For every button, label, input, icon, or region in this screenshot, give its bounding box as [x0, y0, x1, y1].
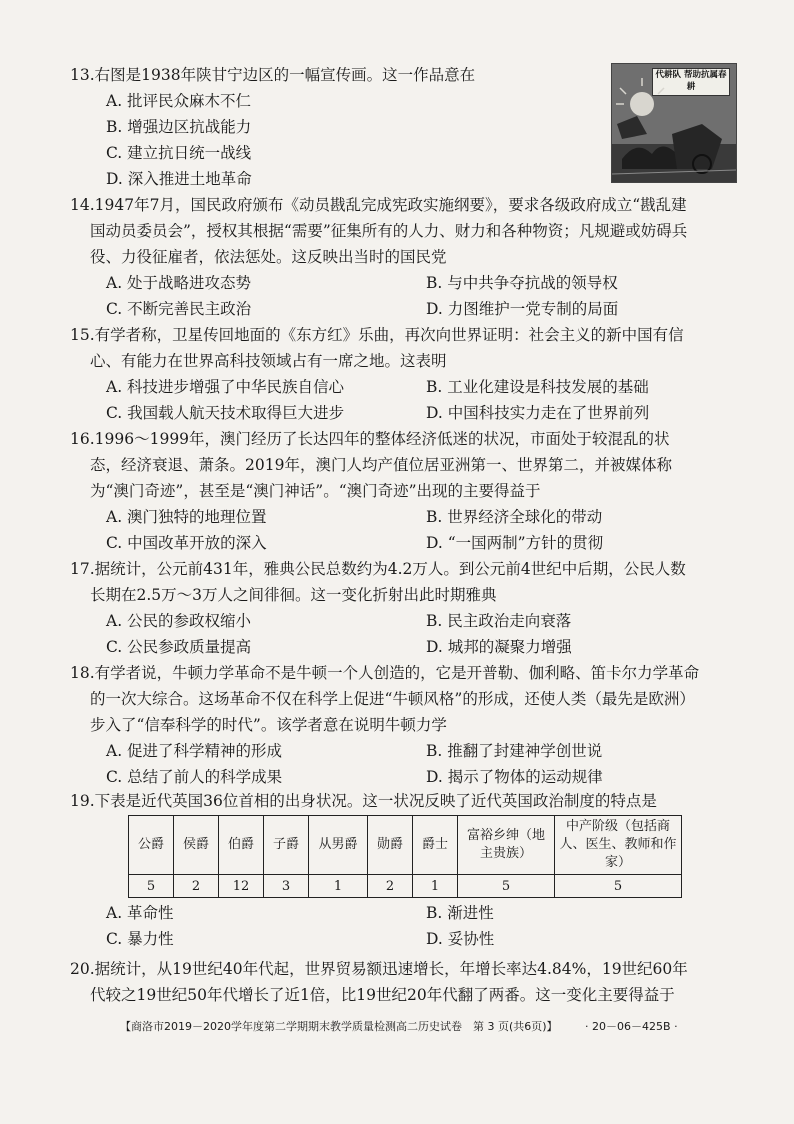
option-c: C. 建立抗日统一战线: [106, 144, 252, 162]
option-b: B. 渐进性: [426, 904, 494, 922]
table-value-cell: 2: [174, 875, 219, 898]
option-c: C. 暴力性: [106, 930, 174, 948]
option-b: B. 推翻了封建神学创世说: [426, 742, 603, 760]
table-value-cell: 2: [368, 875, 413, 898]
question-13: [70, 62, 590, 192]
prime-minister-origin-table: [128, 815, 682, 898]
option-b: B. 与中共争夺抗战的领导权: [426, 274, 618, 292]
table-header-cell: 公爵: [129, 816, 174, 875]
table-value-cell: 1: [413, 875, 458, 898]
option-b: B. 工业化建设是科技发展的基础: [426, 378, 649, 396]
table-value-cell: 3: [264, 875, 309, 898]
option-b: B. 增强边区抗战能力: [106, 118, 252, 136]
question-stem: 15.有学者称，卫星传回地面的《东方红》乐曲，再次向世界证明：社会主义的新中国有信心、有能力在世界高科技领域占有一席之地。这表明: [70, 326, 684, 370]
question-19-options: [70, 900, 700, 952]
table-header-cell: 富裕乡绅（地主贵族）: [458, 816, 555, 875]
option-b: B. 民主政治走向衰落: [426, 612, 572, 630]
option-a: A. 批评民众麻木不仁: [106, 92, 252, 110]
option-d: D. “一国两制”方针的贯彻: [426, 534, 604, 552]
table-value-cell: 5: [458, 875, 555, 898]
option-a: A. 处于战略进攻态势: [106, 274, 252, 292]
question-stem: 19.下表是近代英国36位首相的出身状况。这一状况反映了近代英国政治制度的特点是: [70, 792, 657, 810]
question-15: [70, 322, 700, 426]
option-d: D. 城邦的凝聚力增强: [426, 638, 572, 656]
question-20: [70, 956, 700, 1008]
page-footer: 【商洛市2019－2020学年度第二学期期末教学质量检测高二历史试卷 第 3 页(共6页)】 · 20－06－425B ·: [120, 1020, 678, 1033]
table-header-cell: 侯爵: [174, 816, 219, 875]
question-17: [70, 556, 700, 660]
propaganda-poster-image: [611, 63, 737, 183]
option-d: D. 力图维护一党专制的局面: [426, 300, 619, 318]
question-stem: 16.1996～1999年，澳门经历了长达四年的整体经济低迷的状况，市面处于较混乱的状态，经济衰退、萧条。2019年，澳门人均产值位居亚洲第一、世界第二，并被媒体称为“澳门奇迹”，甚至是“澳门神话”。“澳门奇迹”出现的主要得益于: [70, 430, 672, 500]
table-value-cell: 1: [309, 875, 368, 898]
option-d: D. 深入推进土地革命: [106, 170, 252, 188]
table-value-cell: 12: [219, 875, 264, 898]
option-d: D. 揭示了物体的运动规律: [426, 768, 603, 786]
option-a: A. 澳门独特的地理位置: [106, 508, 267, 526]
table-header-cell: 中产阶级（包括商人、医生、教师和作家）: [555, 816, 682, 875]
table-header-cell: 勋爵: [368, 816, 413, 875]
table-header-cell: 爵士: [413, 816, 458, 875]
question-14: [70, 192, 700, 322]
option-c: C. 总结了前人的科学成果: [106, 768, 283, 786]
option-d: D. 中国科技实力走在了世界前列: [426, 404, 650, 422]
option-c: C. 我国载人航天技术取得巨大进步: [106, 404, 345, 422]
option-a: A. 科技进步增强了中华民族自信心: [106, 378, 345, 396]
option-d: D. 妥协性: [426, 930, 495, 948]
option-c: C. 公民参政质量提高: [106, 638, 252, 656]
poster-illustration: [612, 64, 736, 182]
option-b: B. 世界经济全球化的带动: [426, 508, 603, 526]
question-18: [70, 660, 700, 790]
question-stem: 13.右图是1938年陕甘宁边区的一幅宣传画。这一作品意在: [70, 66, 476, 84]
question-stem: 18.有学者说，牛顿力学革命不是牛顿一个人创造的，它是开普勒、伽利略、笛卡尔力学革命的一次大综合。这场革命不仅在科学上促进“牛顿风格”的形成，还使人类（最先是欧洲）步入了“信奉科学的时代”。该学者意在说明牛顿力学: [70, 664, 700, 734]
table-header-cell: 子爵: [264, 816, 309, 875]
table-header-cell: 从男爵: [309, 816, 368, 875]
question-stem: 14.1947年7月，国民政府颁布《动员戡乱完成宪政实施纲要》，要求各级政府成立“戡乱建国动员委员会”，授权其根据“需要”征集所有的人力、财力和各种物资；凡规避或妨碍兵役、力役征雇者，依法惩处。这反映出当时的国民党: [70, 196, 688, 266]
table-value-cell: 5: [129, 875, 174, 898]
table-header-cell: 伯爵: [219, 816, 264, 875]
table-value-cell: 5: [555, 875, 682, 898]
option-c: C. 不断完善民主政治: [106, 300, 252, 318]
poster-caption: 代耕队 帮助抗属春耕: [652, 68, 730, 96]
option-a: A. 革命性: [106, 904, 174, 922]
question-19: [70, 788, 700, 814]
question-16: [70, 426, 700, 556]
question-stem: 20.据统计，从19世纪40年代起，世界贸易额迅速增长，年增长率达4.84%，19世纪60年代较之19世纪50年代增长了近1倍，比19世纪20年代翻了两番。这一变化主要得益于: [70, 960, 688, 1004]
option-c: C. 中国改革开放的深入: [106, 534, 267, 552]
question-stem: 17.据统计，公元前431年，雅典公民总数约为4.2万人。到公元前4世纪中后期，公民人数长期在2.5万～3万人之间徘徊。这一变化折射出此时期雅典: [70, 560, 686, 604]
option-a: A. 公民的参政权缩小: [106, 612, 252, 630]
option-a: A. 促进了科学精神的形成: [106, 742, 283, 760]
